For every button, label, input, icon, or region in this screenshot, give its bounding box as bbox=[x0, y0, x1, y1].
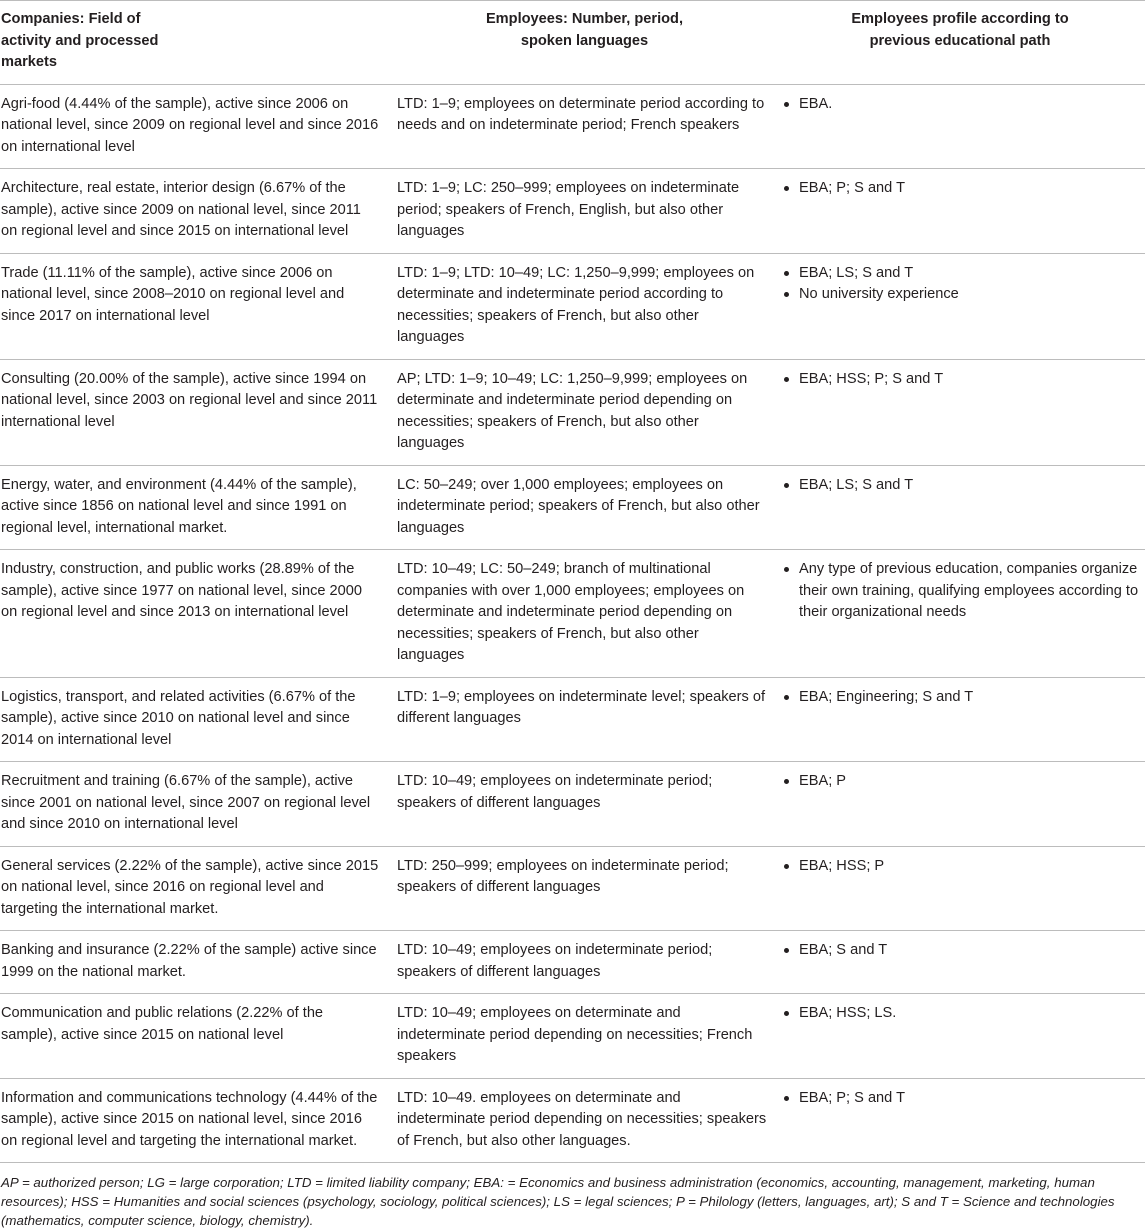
table-row bbox=[0, 677, 1145, 762]
profile-cell bbox=[775, 1078, 1145, 1163]
bullet-icon bbox=[784, 483, 789, 488]
profile-cell bbox=[775, 762, 1145, 847]
profile-list bbox=[782, 94, 1145, 116]
profile-list-item bbox=[782, 369, 1145, 391]
field-of-activity-cell: Recruitment and training (6.67% of the sample), active since 2001 on national level, since 2007 on regional level and since 2010 on international level bbox=[0, 762, 394, 847]
employees-cell: LTD: 10–49; employees on indeterminate period; speakers of different languages bbox=[394, 931, 775, 994]
profile-text: EBA; HSS; LS. bbox=[799, 1005, 897, 1021]
header-employees: Employees: Number, period, spoken languages bbox=[394, 1, 775, 85]
field-of-activity-cell: Energy, water, and environment (4.44% of the sample), active since 1856 on national level and since 1991 on regional level, international market. bbox=[0, 465, 394, 550]
profile-cell bbox=[775, 84, 1145, 169]
bullet-icon bbox=[784, 292, 789, 297]
table-row bbox=[0, 253, 1145, 359]
profile-cell bbox=[775, 169, 1145, 254]
field-of-activity-cell: Industry, construction, and public works (28.89% of the sample), active since 1977 on national level, since 2000 on regional level and since 2013 on international level bbox=[0, 550, 394, 678]
table-row bbox=[0, 994, 1145, 1079]
profile-list-item bbox=[782, 559, 1145, 624]
profile-list-item bbox=[782, 284, 1145, 306]
profile-list-item bbox=[782, 940, 1145, 962]
profile-list bbox=[782, 369, 1145, 391]
employees-cell: LC: 50–249; over 1,000 employees; employees on indeterminate period; speakers of French, but also other languages bbox=[394, 465, 775, 550]
field-of-activity-cell: Consulting (20.00% of the sample), active since 1994 on national level, since 2003 on regional level and since 2011 international level bbox=[0, 359, 394, 465]
table-row bbox=[0, 84, 1145, 169]
bullet-icon bbox=[784, 948, 789, 953]
profile-cell bbox=[775, 677, 1145, 762]
profile-list bbox=[782, 263, 1145, 306]
table-row bbox=[0, 846, 1145, 931]
profile-text: EBA; Engineering; S and T bbox=[799, 688, 974, 705]
table-row bbox=[0, 359, 1145, 465]
profile-list-item bbox=[782, 1088, 1145, 1110]
profile-text: Any type of previous education, companies organize their own training, qualifying employees according to their organizational needs bbox=[799, 561, 1139, 620]
table-body bbox=[0, 84, 1145, 1163]
profile-text: EBA; P; S and T bbox=[799, 1089, 905, 1106]
profile-list-item bbox=[782, 94, 1145, 116]
profile-list bbox=[782, 1088, 1145, 1110]
employees-cell: LTD: 10–49; employees on indeterminate period; speakers of different languages bbox=[394, 762, 775, 847]
profile-cell bbox=[775, 359, 1145, 465]
table-footnote: AP = authorized person; LG = large corporation; LTD = limited liability company; EBA: = Economics and business administration (economics, accounting, management, marketing, human resources); HSS = Humanities and social sciences (psychology, sociology, political sciences); LS = legal sciences; P = Philology (letters, languages, art); S and T = Science and technologies (mathematics, computer science, biology, chemistry). bbox=[1, 1175, 1115, 1229]
profile-list bbox=[782, 475, 1145, 497]
field-of-activity-cell: Banking and insurance (2.22% of the sample) active since 1999 on the national market. bbox=[0, 931, 394, 994]
table-header bbox=[0, 1, 1145, 85]
profile-cell bbox=[775, 550, 1145, 678]
profile-text: EBA; HSS; P bbox=[799, 857, 885, 874]
bullet-icon bbox=[784, 271, 789, 276]
profile-list bbox=[782, 1003, 1145, 1025]
profile-list-item bbox=[782, 178, 1145, 200]
table-row bbox=[0, 762, 1145, 847]
profile-list-item bbox=[782, 771, 1145, 793]
table-row bbox=[0, 550, 1145, 678]
profile-text: EBA; S and T bbox=[799, 942, 888, 958]
profile-list-item bbox=[782, 1003, 1145, 1025]
employees-cell: LTD: 1–9; employees on indeterminate level; speakers of different languages bbox=[394, 677, 775, 762]
profile-list bbox=[782, 940, 1145, 962]
employees-cell: LTD: 250–999; employees on indeterminate period; speakers of different languages bbox=[394, 846, 775, 931]
profile-list-item bbox=[782, 263, 1145, 285]
employees-cell: LTD: 1–9; LC: 250–999; employees on indeterminate period; speakers of French, English, but also other languages bbox=[394, 169, 775, 254]
field-of-activity-cell: Agri-food (4.44% of the sample), active since 2006 on national level, since 2009 on regional level and since 2016 on international level bbox=[0, 84, 394, 169]
header-row bbox=[0, 1, 1145, 85]
profile-list bbox=[782, 559, 1145, 624]
header-field-of-activity: Companies: Field of activity and processed markets bbox=[0, 1, 394, 85]
employees-cell: LTD: 1–9; employees on determinate period according to needs and on indeterminate period; French speakers bbox=[394, 84, 775, 169]
header-employees-profile: Employees profile according to previous educational path bbox=[775, 1, 1145, 85]
profile-list bbox=[782, 856, 1145, 878]
employees-cell: AP; LTD: 1–9; 10–49; LC: 1,250–9,999; employees on determinate and indeterminate period depending on necessities; speakers of French, but also other languages bbox=[394, 359, 775, 465]
field-of-activity-cell: Information and communications technology (4.44% of the sample), active since 2015 on national level, since 2016 on regional level and targeting the international market. bbox=[0, 1078, 394, 1163]
profile-list-item bbox=[782, 856, 1145, 878]
profile-text: No university experience bbox=[799, 286, 959, 302]
table-row bbox=[0, 931, 1145, 994]
profile-text: EBA; LS; S and T bbox=[799, 264, 914, 281]
profile-list bbox=[782, 771, 1145, 793]
employees-cell: LTD: 10–49; LC: 50–249; branch of multinational companies with over 1,000 employees; employees on determinate and indeterminate period depending on necessities; speakers of French, but also other languages bbox=[394, 550, 775, 678]
bullet-icon bbox=[784, 102, 789, 107]
profile-cell bbox=[775, 931, 1145, 994]
table-row bbox=[0, 1078, 1145, 1163]
bullet-icon bbox=[784, 864, 789, 869]
bullet-icon bbox=[784, 779, 789, 784]
bullet-icon bbox=[784, 567, 789, 572]
bullet-icon bbox=[784, 186, 789, 191]
profile-text: EBA. bbox=[799, 95, 833, 112]
profile-list-item bbox=[782, 687, 1145, 709]
employees-cell: LTD: 10–49; employees on determinate and indeterminate period depending on necessities; French speakers bbox=[394, 994, 775, 1079]
field-of-activity-cell: Trade (11.11% of the sample), active since 2006 on national level, since 2008–2010 on regional level and since 2017 on international level bbox=[0, 253, 394, 359]
bullet-icon bbox=[784, 1011, 789, 1016]
bullet-icon bbox=[784, 1096, 789, 1101]
table-row bbox=[0, 169, 1145, 254]
profile-cell bbox=[775, 253, 1145, 359]
profile-cell bbox=[775, 846, 1145, 931]
field-of-activity-cell: Logistics, transport, and related activities (6.67% of the sample), active since 2010 on national level and since 2014 on international level bbox=[0, 677, 394, 762]
bullet-icon bbox=[784, 377, 789, 382]
profile-cell bbox=[775, 994, 1145, 1079]
profile-list-item bbox=[782, 475, 1145, 497]
profile-text: EBA; P; S and T bbox=[799, 180, 905, 196]
profile-list bbox=[782, 687, 1145, 709]
field-of-activity-cell: Communication and public relations (2.22% of the sample), active since 2015 on national level bbox=[0, 994, 394, 1079]
employees-cell: LTD: 1–9; LTD: 10–49; LC: 1,250–9,999; employees on determinate and indeterminate period according to necessities; speakers of French, but also other languages bbox=[394, 253, 775, 359]
field-of-activity-cell: General services (2.22% of the sample), active since 2015 on national level, since 2016 on regional level and targeting the international market. bbox=[0, 846, 394, 931]
bullet-icon bbox=[784, 695, 789, 700]
profile-text: EBA; LS; S and T bbox=[799, 476, 914, 493]
employees-cell: LTD: 10–49. employees on determinate and indeterminate period depending on necessities; speakers of French, but also other languages. bbox=[394, 1078, 775, 1163]
profile-cell bbox=[775, 465, 1145, 550]
table-row bbox=[0, 465, 1145, 550]
profile-list bbox=[782, 178, 1145, 200]
profile-text: EBA; P bbox=[799, 773, 847, 789]
profile-text: EBA; HSS; P; S and T bbox=[799, 370, 944, 387]
field-of-activity-cell: Architecture, real estate, interior design (6.67% of the sample), active since 2009 on national level, since 2011 on regional level and since 2015 on international level bbox=[0, 169, 394, 254]
